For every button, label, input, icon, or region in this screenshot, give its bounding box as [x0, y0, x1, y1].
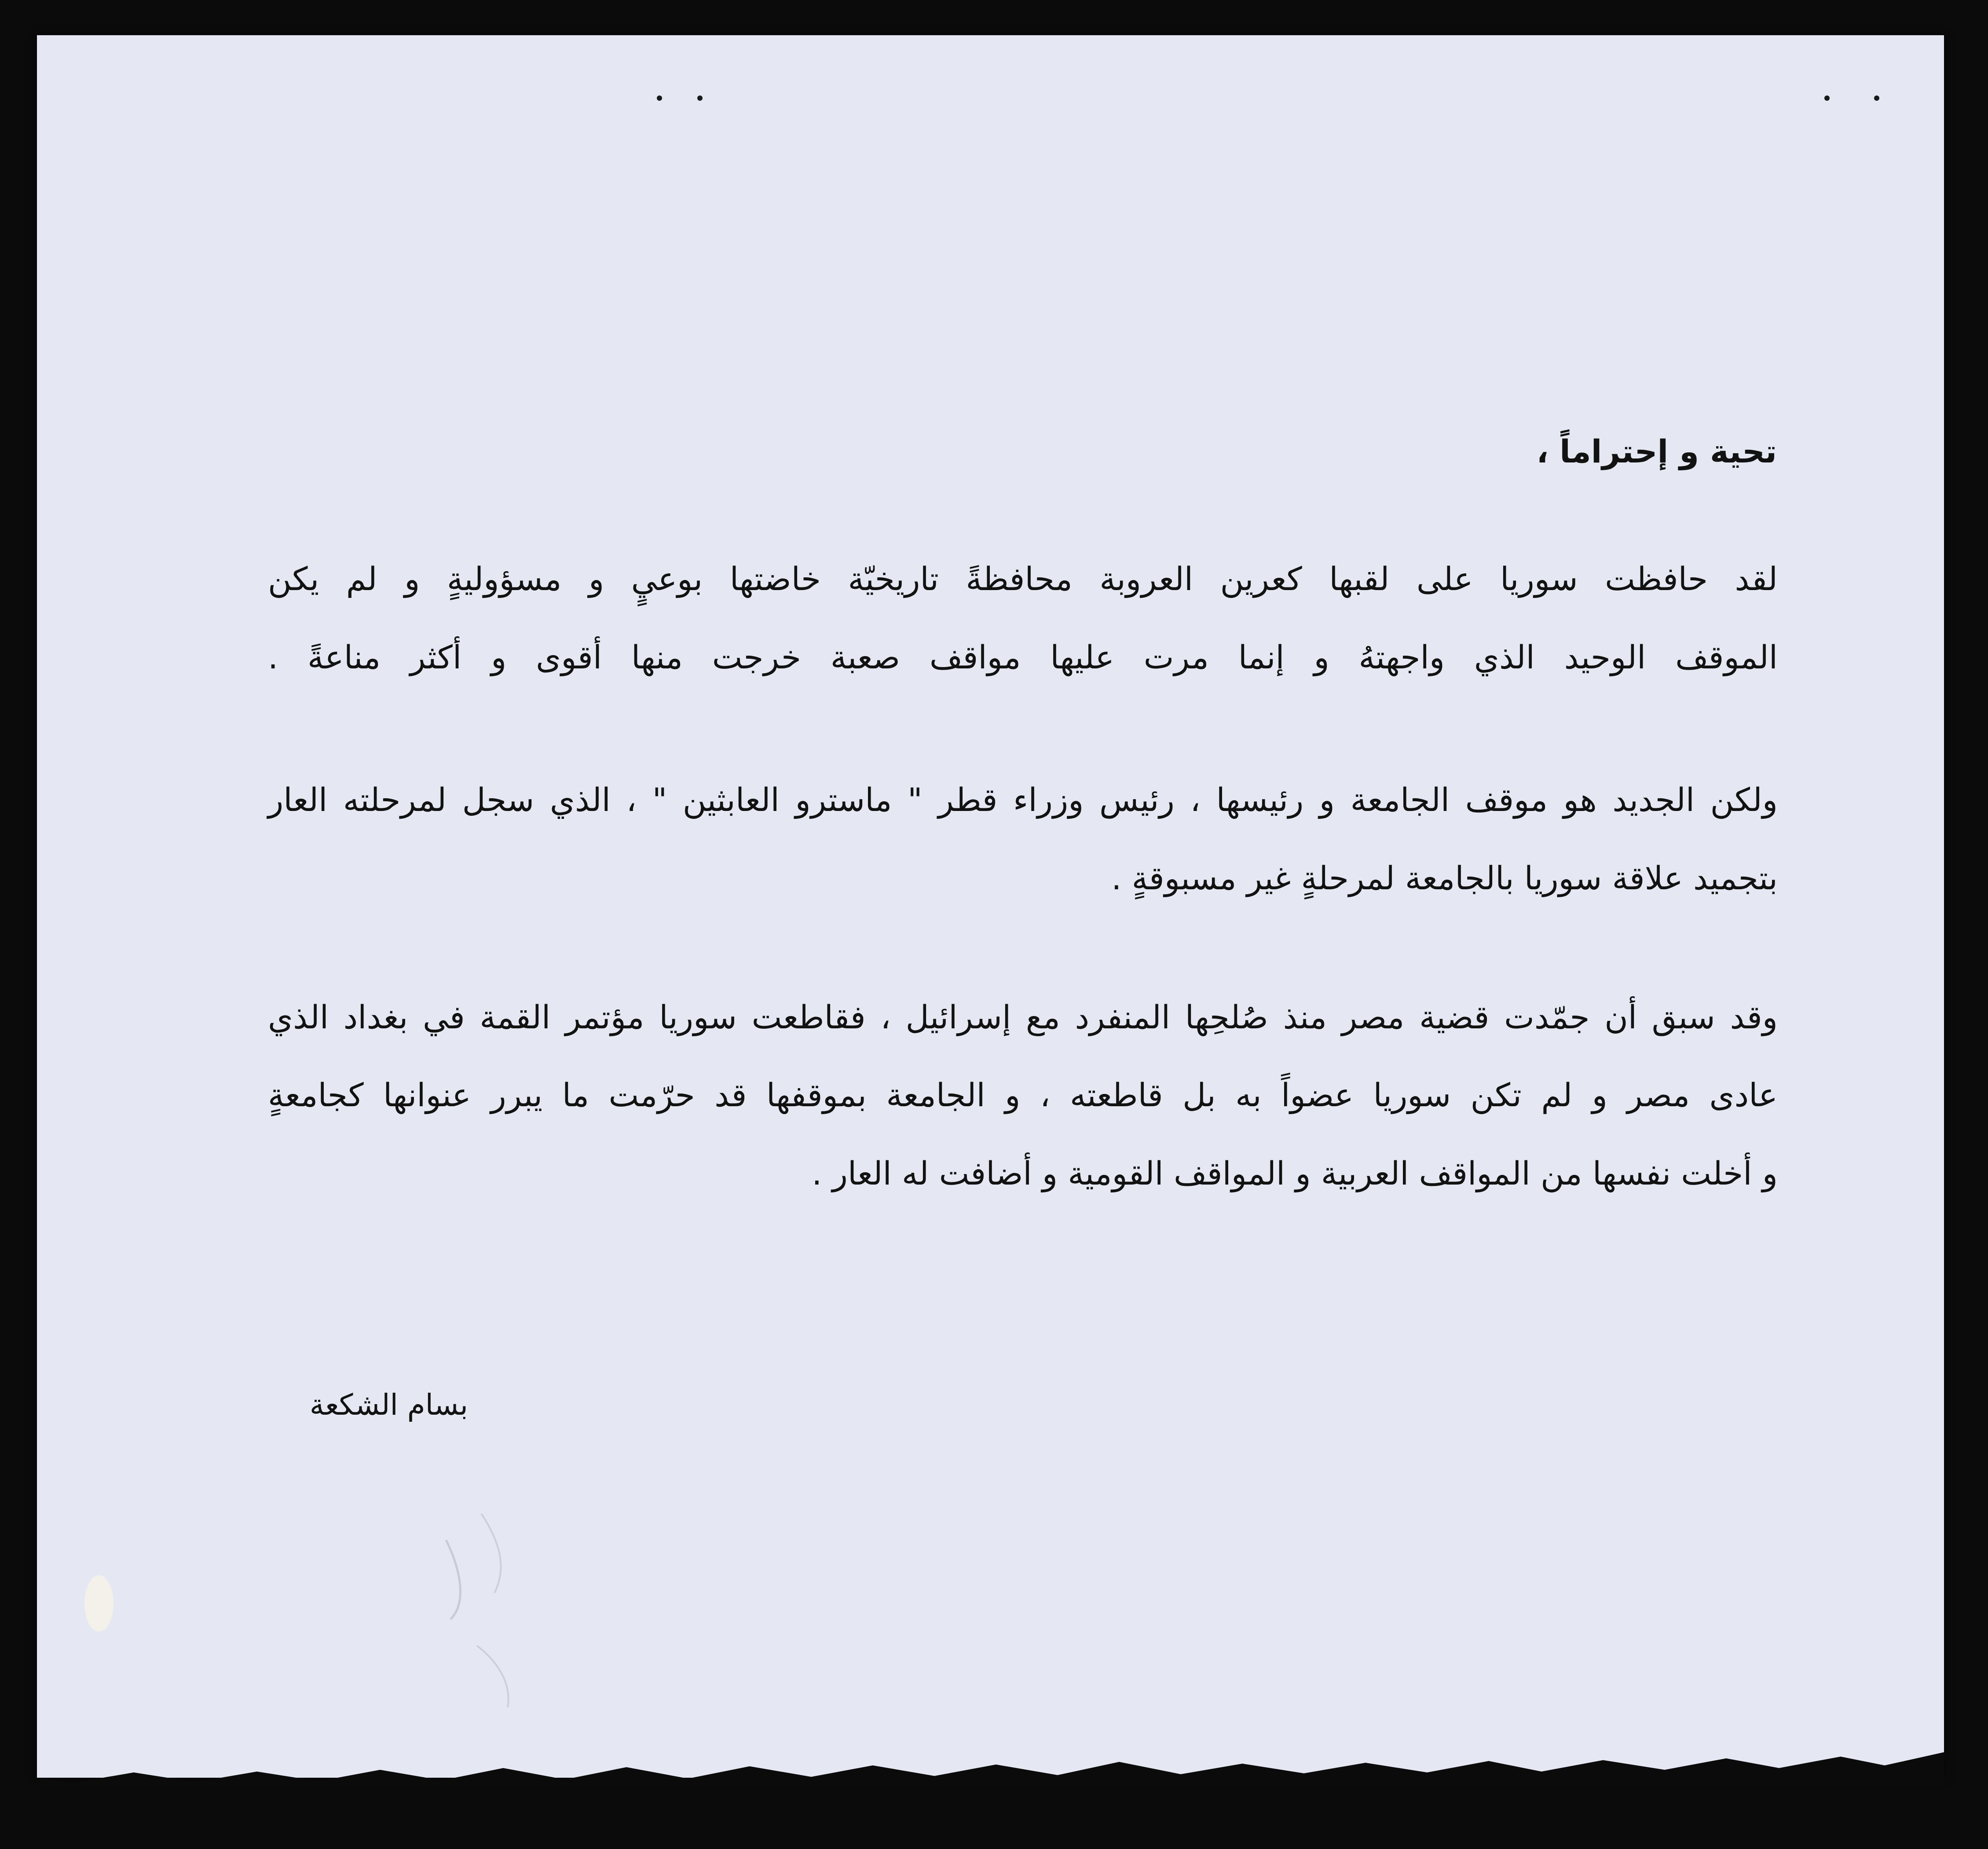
torn-bottom-edge [37, 1752, 1944, 1787]
punch-mark [657, 95, 662, 101]
paragraph-3-line-3: و أخلت نفسها من المواقف العربية و المواقف القومية و أضافت له العار . [812, 1155, 1778, 1192]
paragraph-3-line-2: عادى مصر و لم تكن سوريا عضواً به بل قاطعته ، و الجامعة بموقفها قد حرّمت ما يبرر عنوانها كجامعةٍ [268, 1077, 1778, 1114]
letter-paper [37, 35, 1944, 1778]
paragraph-3-line-1: وقد سبق أن جمّدت قضية مصر منذ صُلحِها المنفرد مع إسرائيل ، فقاطعت سوريا مؤتمر القمة في بغداد الذي [268, 999, 1778, 1036]
paper-stain [84, 1575, 113, 1632]
paragraph-1-line-2: الموقف الوحيد الذي واجهتهُ و إنما مرت عليها مواقف صعبة خرجت منها أقوى و أكثر مناعةً . [268, 639, 1778, 676]
punch-mark [1824, 95, 1830, 101]
faint-pencil-marks [37, 35, 1944, 1778]
punch-mark [697, 95, 703, 101]
paragraph-2-line-2: بتجميد علاقة سوريا بالجامعة لمرحلةٍ غير مسبوقةٍ . [1111, 860, 1778, 897]
letter-signature: بسام الشكعة [309, 1388, 468, 1422]
punch-mark [1874, 95, 1879, 101]
paragraph-2-line-1: ولكن الجديد هو موقف الجامعة و رئيسها ، رئيس وزراء قطر " ماسترو العابثين " ، الذي سجل لمرحلته العار [268, 781, 1778, 819]
paragraph-1-line-1: لقد حافظت سوريا على لقبها كعرين العروبة محافظةً تاريخيّة خاضتها بوعيٍ و مسؤوليةٍ و لم يكن [268, 561, 1778, 598]
letter-greeting: تحية و إحتراماً ، [1536, 433, 1777, 470]
